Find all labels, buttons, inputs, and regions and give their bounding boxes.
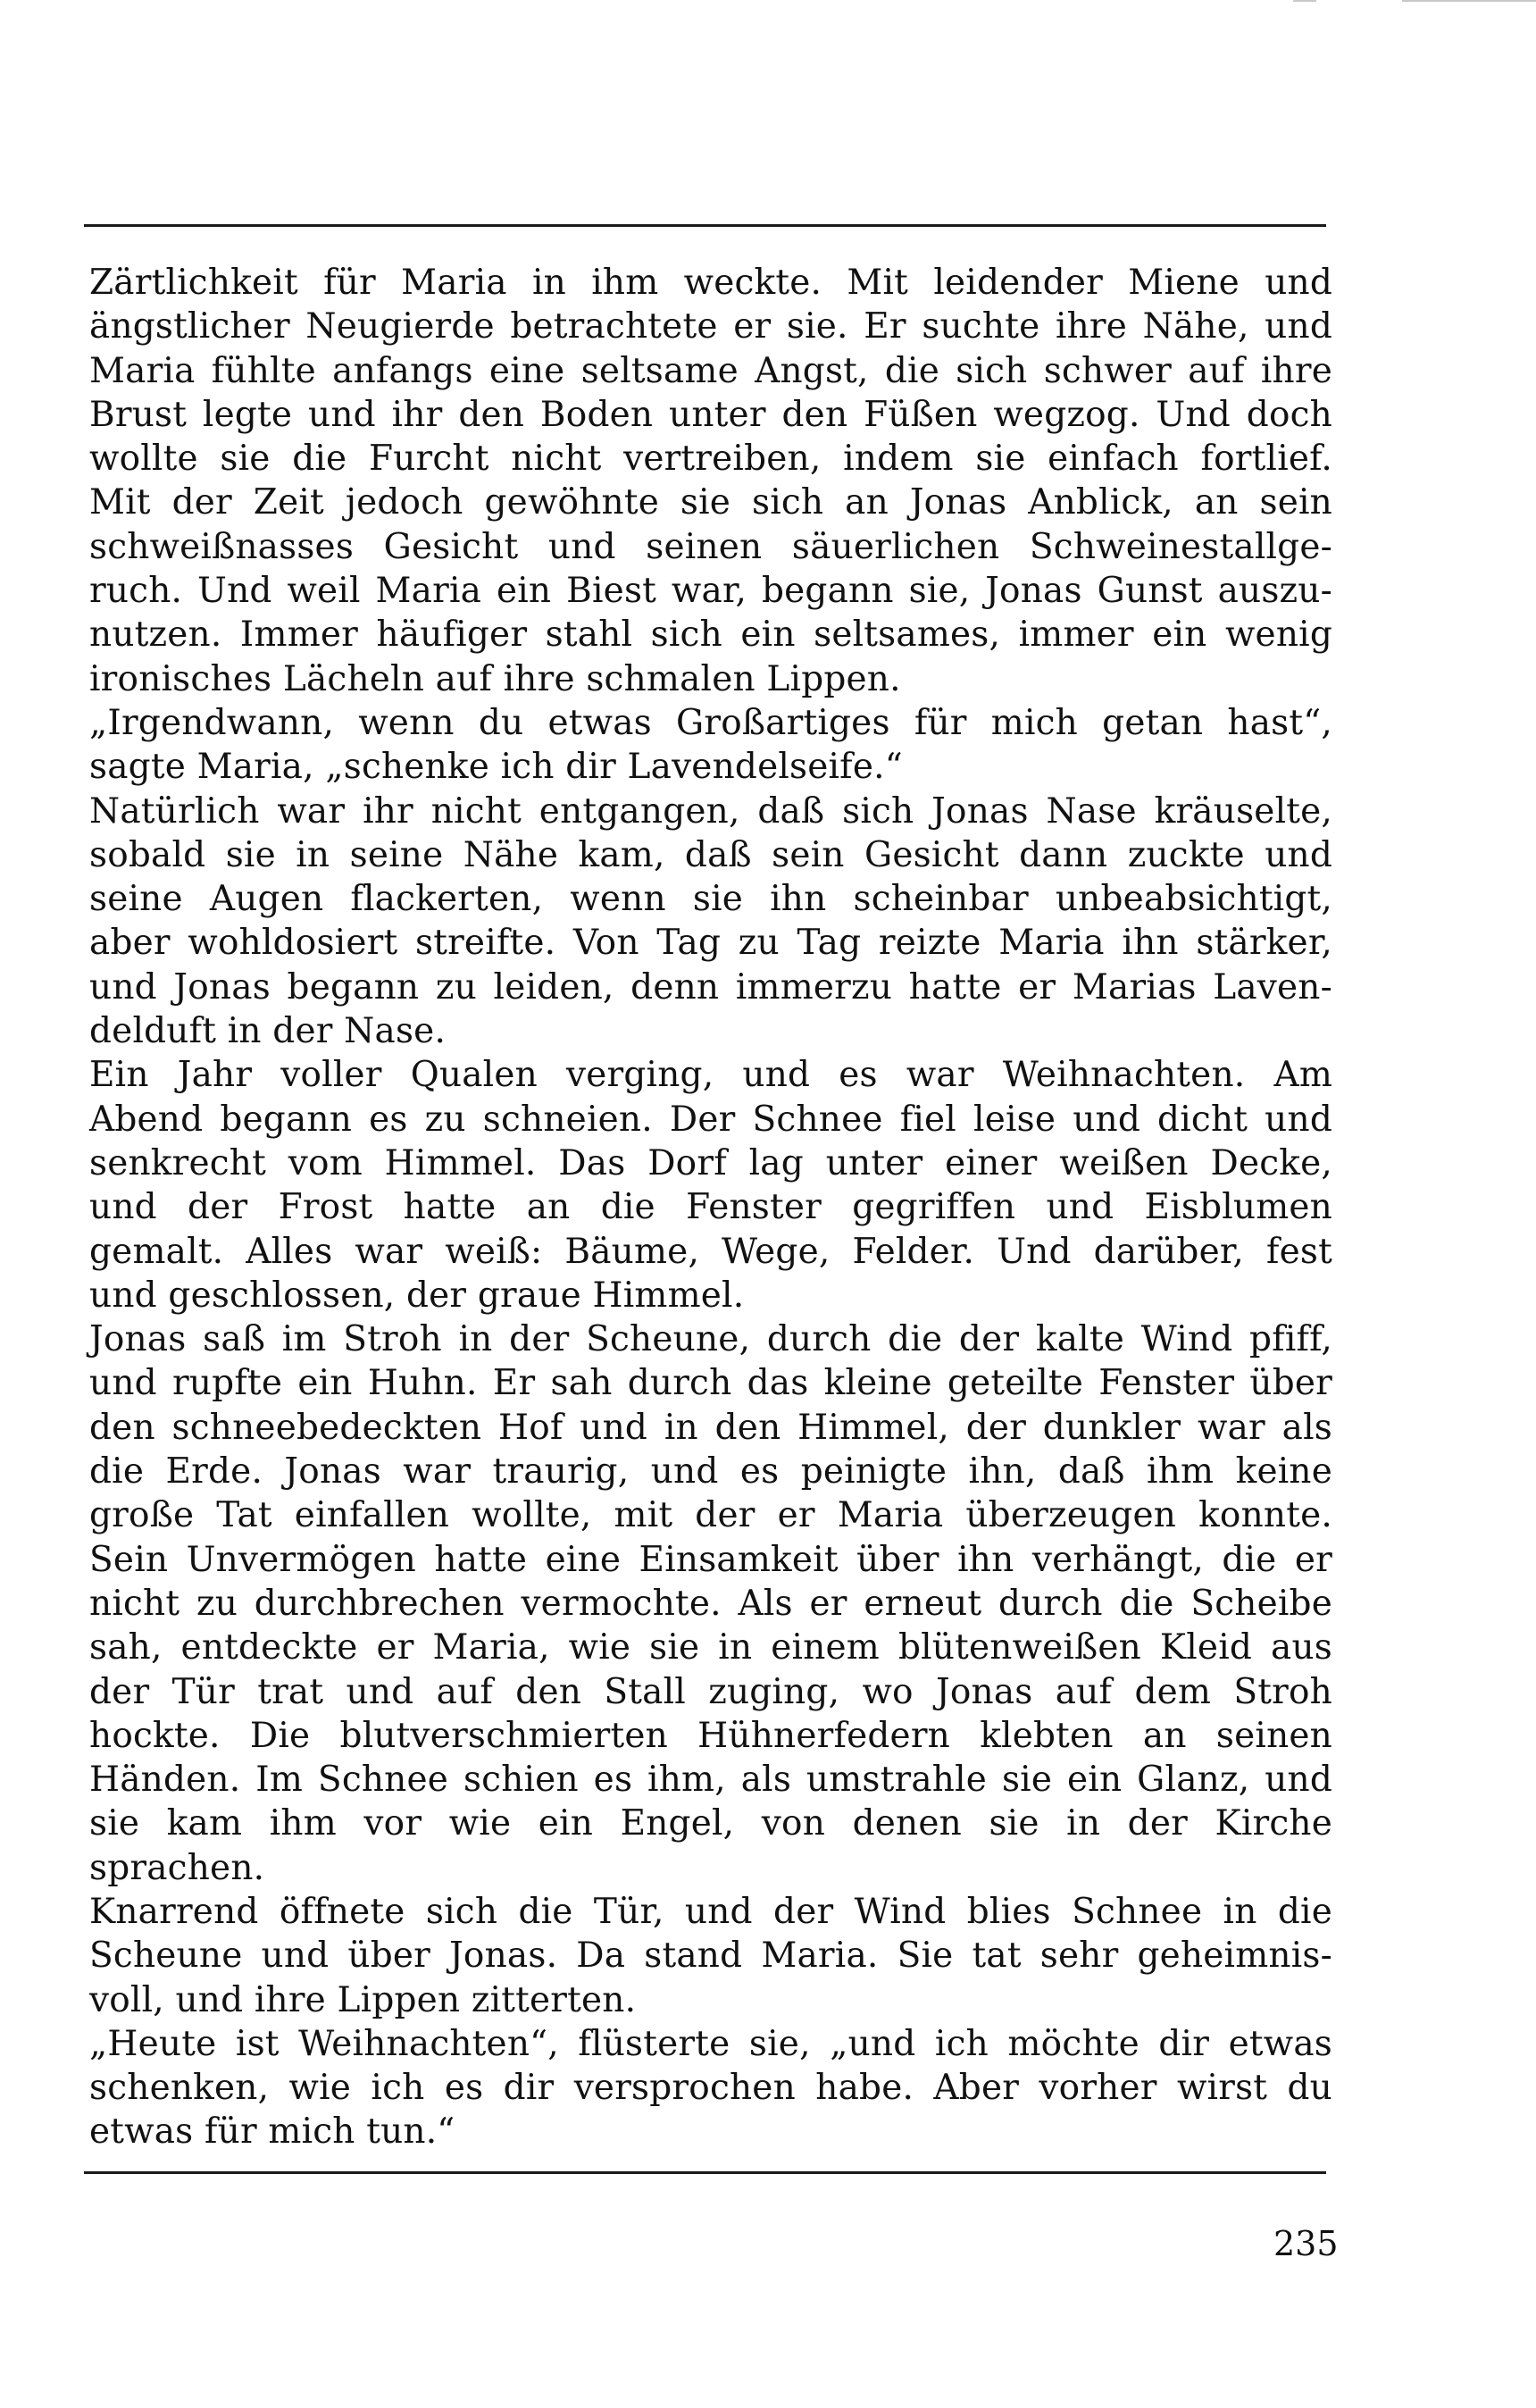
text-line: die Erde. Jonas war traurig, und es peinigte ihn, daß ihm keine bbox=[89, 1451, 1332, 1492]
text-line: Mit der Zeit jedoch gewöhnte sie sich an Jonas Anblick, an sein bbox=[89, 482, 1332, 523]
text-line: ruch. Und weil Maria ein Biest war, begann sie, Jonas Gunst auszu- bbox=[89, 571, 1332, 612]
text-line: Natürlich war ihr nicht entgangen, daß sich Jonas Nase kräuselte, bbox=[89, 790, 1332, 832]
scan-edge-mark bbox=[1293, 0, 1316, 2]
text-line: wollte sie die Furcht nicht vertreiben, indem sie einfach fortlief. bbox=[89, 439, 1332, 480]
text-line: Sein Unvermögen hatte eine Einsamkeit über ihn verhängt, die er bbox=[89, 1539, 1332, 1580]
text-line: nicht zu durchbrechen vermochte. Als er erneut durch die Scheibe bbox=[89, 1583, 1332, 1624]
text-line: ironisches Lächeln auf ihre schmalen Lippen. bbox=[89, 658, 901, 699]
text-line: und Jonas begann zu leiden, denn immerzu hatte er Marias Laven- bbox=[89, 966, 1332, 1008]
text-line: sprachen. bbox=[89, 1847, 265, 1888]
text-line: Maria fühlte anfangs eine seltsame Angst, die sich schwer auf ihre bbox=[89, 350, 1332, 391]
top-rule bbox=[84, 224, 1326, 227]
text-line: „Irgendwann, wenn du etwas Großartiges für mich getan hast“, bbox=[89, 702, 1332, 743]
text-line: voll, und ihre Lippen zitterten. bbox=[89, 1979, 637, 2020]
text-line: sah, entdeckte er Maria, wie sie in einem blütenweißen Kleid aus bbox=[89, 1627, 1332, 1668]
text-line: sagte Maria, „schenke ich dir Lavendelseife.“ bbox=[89, 747, 903, 788]
text-line: ängstlicher Neugierde betrachtete er sie. Er suchte ihre Nähe, und bbox=[89, 306, 1332, 347]
text-line: Ein Jahr voller Qualen verging, und es war Weihnachten. Am bbox=[89, 1055, 1332, 1096]
body-text bbox=[89, 261, 1332, 2154]
text-line: Jonas saß im Stroh in der Scheune, durch die der kalte Wind pfiff, bbox=[89, 1319, 1332, 1360]
text-line: Knarrend öffnete sich die Tür, und der Wind blies Schnee in die bbox=[89, 1891, 1332, 1932]
text-line: hockte. Die blutverschmierten Hühnerfedern klebten an seinen bbox=[89, 1715, 1332, 1756]
text-line: „Heute ist Weihnachten“, flüsterte sie, „und ich möchte dir etwas bbox=[89, 2023, 1332, 2064]
text-line: und rupfte ein Huhn. Er sah durch das kleine geteilte Fenster über bbox=[89, 1363, 1332, 1404]
scan-edge-mark bbox=[1402, 0, 1536, 2]
text-line: und geschlossen, der graue Himmel. bbox=[89, 1275, 745, 1316]
text-line: gemalt. Alles war weiß: Bäume, Wege, Felder. Und darüber, fest bbox=[89, 1231, 1332, 1272]
text-line: Brust legte und ihr den Boden unter den Füßen wegzog. Und doch bbox=[89, 394, 1332, 435]
page-number: 235 bbox=[1273, 2224, 1339, 2263]
text-line: Zärtlichkeit für Maria in ihm weckte. Mit leidender Miene und bbox=[89, 263, 1332, 303]
text-line: sie kam ihm vor wie ein Engel, von denen sie in der Kirche bbox=[89, 1803, 1332, 1844]
text-line: Händen. Im Schnee schien es ihm, als umstrahle sie ein Glanz, und bbox=[89, 1760, 1332, 1801]
text-line: und der Frost hatte an die Fenster gegriffen und Eisblumen bbox=[89, 1187, 1332, 1228]
text-line: seine Augen flackerten, wenn sie ihn scheinbar unbeabsichtigt, bbox=[89, 879, 1332, 920]
text-line: sobald sie in seine Nähe kam, daß sein Gesicht dann zuckte und bbox=[89, 834, 1332, 875]
text-line: Abend begann es zu schneien. Der Schnee fiel leise und dicht und bbox=[89, 1099, 1332, 1140]
text-line: nutzen. Immer häufiger stahl sich ein seltsames, immer ein wenig bbox=[89, 615, 1332, 656]
text-line: aber wohldosiert streifte. Von Tag zu Tag reizte Maria ihn stärker, bbox=[89, 923, 1332, 964]
text-line: senkrecht vom Himmel. Das Dorf lag unter einer weißen Decke, bbox=[89, 1142, 1332, 1183]
text-line: der Tür trat und auf den Stall zuging, wo Jonas auf dem Stroh bbox=[89, 1671, 1332, 1712]
text-line: delduft in der Nase. bbox=[89, 1011, 447, 1052]
text-line: den schneebedeckten Hof und in den Himmel, der dunkler war als bbox=[89, 1407, 1332, 1448]
text-line: etwas für mich tun.“ bbox=[89, 2111, 455, 2153]
text-line: große Tat einfallen wollte, mit der er Maria überzeugen konnte. bbox=[89, 1495, 1332, 1536]
bottom-rule bbox=[84, 2171, 1326, 2174]
text-line: schweißnasses Gesicht und seinen säuerlichen Schweinestallge- bbox=[89, 526, 1332, 567]
text-line: Scheune und über Jonas. Da stand Maria. Sie tat sehr geheimnis- bbox=[89, 1936, 1332, 1977]
text-line: schenken, wie ich es dir versprochen habe. Aber vorher wirst du bbox=[89, 2068, 1332, 2109]
